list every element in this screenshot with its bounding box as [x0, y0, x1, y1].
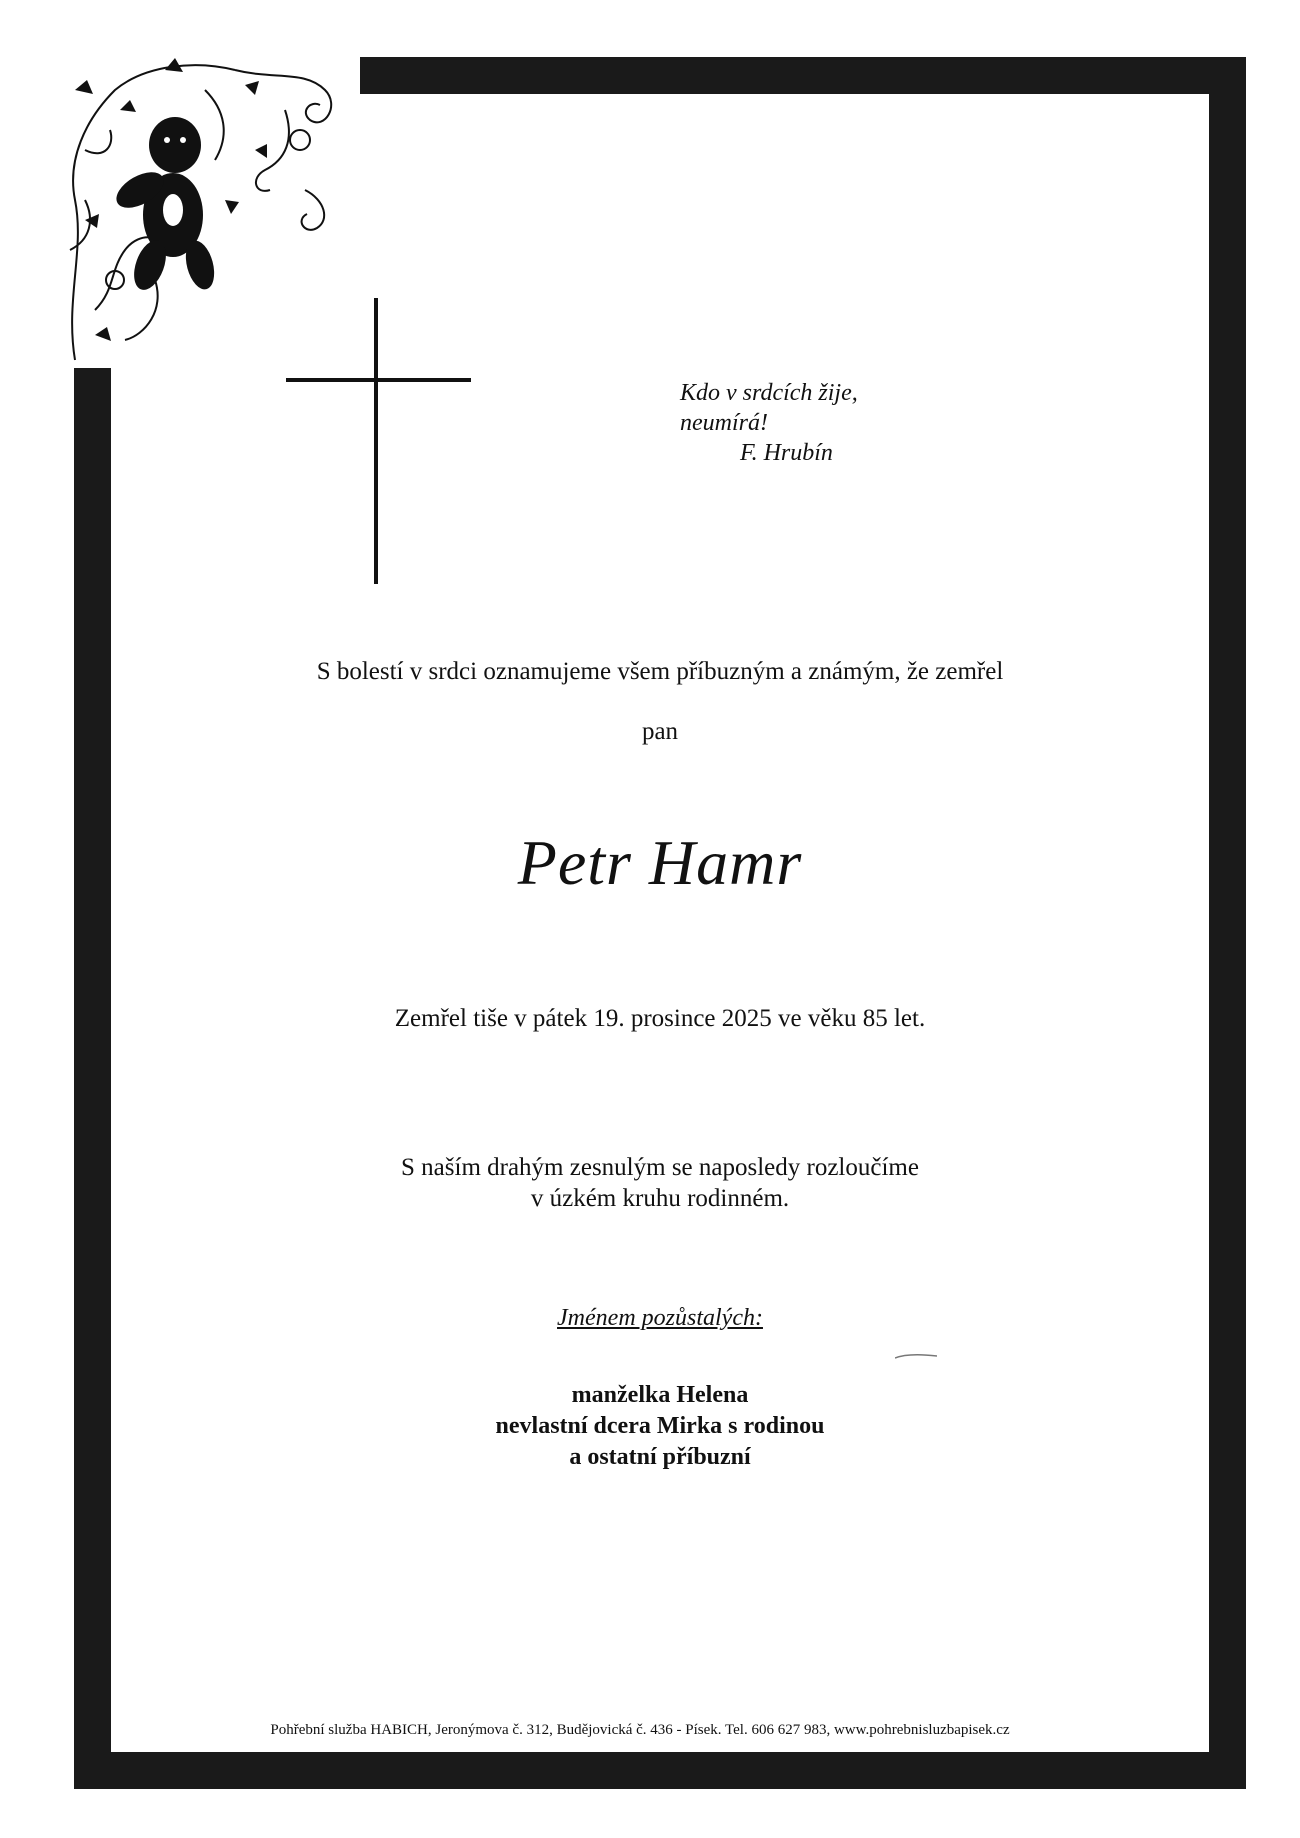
- mourner-item: nevlastní dcera Mirka s rodinou: [495, 1413, 825, 1439]
- on-behalf-heading: [111, 1305, 1209, 1332]
- mourning-border-bottom: [74, 1752, 1246, 1789]
- farewell-line-1: S naším drahým zesnulým se naposledy rozloučíme: [401, 1154, 919, 1181]
- title-text: pan: [641, 718, 679, 745]
- farewell-line-2: v úzkém kruhu rodinném.: [530, 1185, 790, 1212]
- deceased-name: Petr Hamr: [517, 827, 803, 898]
- mourning-border-left: [74, 368, 111, 1789]
- mourner-item: a ostatní příbuzní: [569, 1444, 751, 1470]
- quote-line-1: Kdo v srdcích žije,: [680, 380, 858, 406]
- mourners-list: [111, 1380, 1209, 1473]
- quote-author: F. Hrubín: [740, 440, 833, 466]
- mourner-item: manželka Helena: [571, 1382, 749, 1408]
- farewell-text: [111, 1152, 1209, 1214]
- announcement-text: S bolestí v srdci oznamujeme všem příbuzným a známým, že zemřel: [316, 658, 1004, 685]
- mourning-border-top: [360, 57, 1246, 94]
- quote-line-2: neumírá!: [680, 410, 768, 436]
- cross-icon: [286, 298, 471, 584]
- mourning-border-right: [1209, 57, 1246, 1789]
- on-behalf-label: Jménem pozůstalých:: [557, 1305, 763, 1331]
- funeral-service-footer: Pohřební služba HABICH, Jeronýmova č. 312, Budějovická č. 436 - Písek. Tel. 606 627 983, www.pohrebnisluzbapisek.cz: [270, 1722, 1010, 1738]
- death-notice: Zemřel tiše v pátek 19. prosince 2025 ve věku 85 let.: [394, 1005, 926, 1032]
- scan-mark: [895, 1353, 937, 1359]
- memorial-quote: [680, 378, 858, 468]
